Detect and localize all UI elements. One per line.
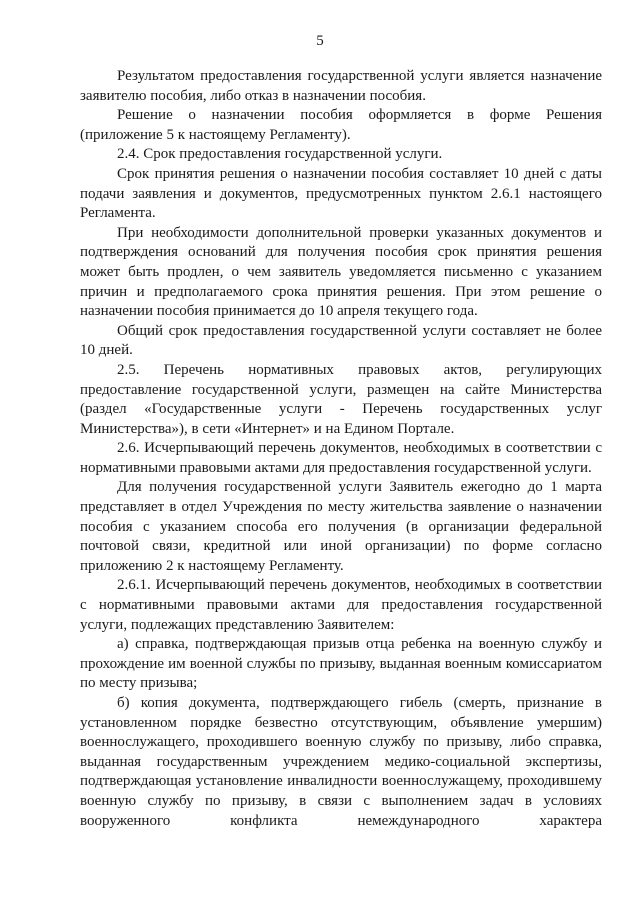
paragraph-application: Для получения государственной услуги Заявитель ежегодно до 1 марта представляет в отдел Учреждения по месту жительства заявление о назначении пособия с указанием способа его получения (в организации федеральной почтовой связи, кредитной или иной организации) по форме согласно приложению 2 к настоящему Регламенту.	[80, 479, 602, 574]
page-number: 5	[316, 33, 324, 49]
paragraph-2-5-legal-acts: 2.5. Перечень нормативных правовых актов, регулирующих предоставление государственной услуги, размещен на сайте Министерства (раздел «Государственные услуги - Перечень государственных услуг Министерства»), в сети «Интернет» и на Едином Портале.	[80, 361, 602, 437]
paragraph-result: Результатом предоставления государственной услуги является назначение заявителю пособия, либо отказ в назначении пособия.	[80, 68, 602, 104]
paragraph-decision-term: Срок принятия решения о назначении пособия составляет 10 дней с даты подачи заявления и документов, предусмотренных пунктом 2.6.1 настоящего Регламента.	[80, 165, 602, 222]
document-body	[80, 67, 602, 831]
paragraph-2-6-1-documents: 2.6.1. Исчерпывающий перечень документов, необходимых в соответствии с нормативными правовыми актами для предоставления государственной услуги, подлежащих представлению Заявителем:	[80, 577, 602, 633]
paragraph-item-b: б) копия документа, подтверждающего гибель (смерть, признание в установленном порядке безвестно отсутствующим, объявление умершим) военнослужащего, проходившего военную службу по призыву, либо справка, выданная государственным учреждением медико-социальной экспертизы, подтверждающая установление инвалидности военнослужащему, проходившему военную службу по призыву, в связи с выполнением задач в условиях вооруженного конфликта немеждународного характера	[80, 695, 602, 829]
paragraph-2-6-documents: 2.6. Исчерпывающий перечень документов, необходимых в соответствии с нормативными правовыми актами для предоставления государственной услуги.	[80, 440, 602, 476]
paragraph-decision-form: Решение о назначении пособия оформляется в форме Решения (приложение 5 к настоящему Регламенту).	[80, 107, 602, 143]
paragraph-total-term: Общий срок предоставления государственной услуги составляет не более 10 дней.	[80, 322, 602, 359]
paragraph-extension: При необходимости дополнительной проверки указанных документов и подтверждения оснований для получения пособия срок принятия решения может быть продлен, о чем заявитель уведомляется письменно с указанием причин и предполагаемого срока принятия решения. При этом решение о назначении пособия принимается до 10 апреля текущего года.	[80, 224, 602, 320]
paragraph-item-a: а) справка, подтверждающая призыв отца ребенка на военную службу и прохождение им военной службы по призыву, выданная военным комиссариатом по месту призыва;	[80, 636, 602, 692]
paragraph-2-4-heading: 2.4. Срок предоставления государственной услуги.	[117, 146, 443, 163]
